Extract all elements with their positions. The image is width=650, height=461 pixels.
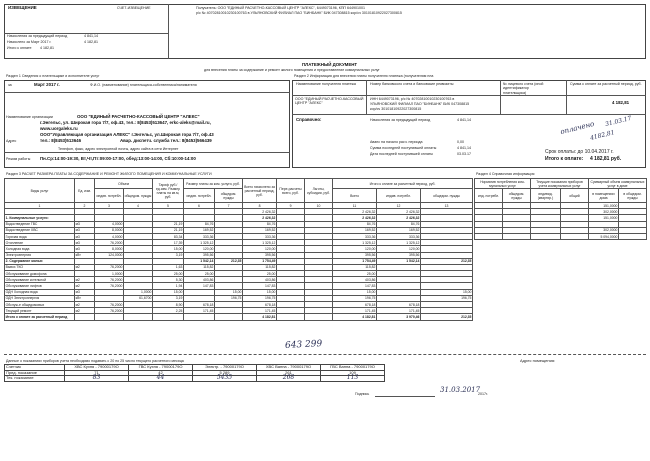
col-number: 5 — [153, 203, 184, 209]
recipient-line-1: Получатель: ООО "ЕДИНЫЙ РАСЧЕТНО-КАССОВЫЙ ЦЕНТР "АЛЕКС", 6449073196, КПП 644901001 — [196, 6, 365, 10]
total-label: Итого к оплате: — [545, 156, 584, 162]
service-name: 1. Коммунальные услуги: — [5, 215, 75, 221]
handwritten-amount: 4182,81 — [589, 129, 616, 142]
section2-vline-1 — [366, 80, 367, 114]
service-name: ОДН Электроэнергия — [5, 295, 75, 301]
table-cell: 84,76 — [333, 221, 377, 227]
ref-h-v-obsh: в общедом. нужды — [619, 189, 647, 203]
address-room-label: Адрес помещения: — [520, 358, 556, 363]
table-cell: 678,18 — [243, 302, 277, 308]
h-obem: Объем — [95, 179, 153, 189]
h-itogo-ind: индив. потребл. — [377, 189, 421, 203]
total-pay-label: Итого к оплате — [7, 46, 32, 50]
table-cell: 1 542,14 — [184, 258, 215, 264]
ref-h-odn: общедом. нужды — [503, 189, 531, 203]
spravochno-label: Справочно: — [296, 117, 322, 122]
bank-line-2: УЛЬЯНОВСКИЙ ФИЛИАЛ ПАО "БИНБАНК" БИК 047308815 — [370, 102, 470, 106]
table-cell: м2 — [75, 264, 95, 270]
meter-prev-3: 5 289 — [193, 370, 257, 376]
col-number: 8 — [243, 203, 277, 209]
document-title: ПЛАТЕЖНЫЙ ДОКУМЕНТ — [302, 62, 358, 67]
table-cell: 147,83 — [243, 283, 277, 289]
table-cell: 212,35 — [421, 314, 473, 320]
table-cell: 76,2000 — [95, 308, 124, 314]
section2-rule-2 — [292, 114, 646, 115]
service-name: 2. Содержание жилья: — [5, 258, 75, 264]
meter-curr-3[interactable]: 5435 — [193, 376, 257, 382]
section3-heading: Раздел 3 РАСЧЕТ РАЗМЕРА ПЛАТЫ ЗА СОДЕРЖАНИЕ И РЕМОНТ ЖИЛОГО ПОМЕЩЕНИЯ И КОММУНАЛЬНЫЕ УСЛУГИ — [6, 172, 212, 176]
table-cell: 302,0000 — [589, 209, 619, 215]
total-value: 4 182,81 руб. — [590, 156, 622, 162]
table-cell: 3,19 — [153, 295, 184, 301]
table-cell: 212,35 — [421, 258, 473, 264]
payer-fio-label: Ф.И.О. (наименование) плательщика-собственника/нанимателя — [90, 83, 197, 87]
table-cell: 169,52 — [243, 227, 277, 233]
ref-h-summarny: Суммарный объем коммунальных услуг в доме — [590, 179, 645, 188]
service-name: ОДН Холодная вода — [5, 289, 75, 295]
org-name-label: Наименование организации — [6, 115, 53, 119]
service-name: Электроэнергия — [5, 252, 75, 258]
dispatch-phone: Авар. диспетч. служба тел.: 8(8453)566439 — [120, 138, 212, 143]
table-cell — [475, 233, 503, 239]
ref-h-normativ: Норматив потребления ком-мунальных услуг — [475, 179, 531, 189]
table-cell: 25,00 — [184, 271, 215, 277]
table-cell: 25,00 — [333, 271, 377, 277]
h-razmer-odn: общедом. нужды — [215, 189, 243, 203]
table-cell: 21,19 — [153, 221, 184, 227]
table-cell: 25,00 — [153, 271, 184, 277]
ref-subheader-row — [475, 189, 647, 203]
table-cell: м3 — [75, 227, 95, 233]
meter-col-5: ГВС Ванна - 79000179О — [321, 365, 385, 371]
service-name: Обслуживание лифтов — [5, 283, 75, 289]
table-cell: 76,2000 — [95, 302, 124, 308]
table-cell: 15,00 — [153, 289, 184, 295]
meter-col-0: Счетчик — [5, 365, 65, 371]
table-cell: 151,0000 — [589, 215, 619, 221]
org-address: г.Энгельс, ул. Широкая гора 7/7, оф.43, тел.: 8(8453)513647, erkc-aleks@mail.ru, — [40, 120, 211, 125]
table-cell — [75, 314, 95, 320]
table-cell: 1 754,49 — [333, 258, 377, 264]
table-cell: м3 — [75, 233, 95, 239]
ref-h-obshch: общий — [561, 189, 589, 203]
table-cell — [305, 314, 333, 320]
section2-heading: Раздел 2 Информация для внесения платы получателю платежа (получателям пла — [294, 74, 434, 78]
ref-header-row — [475, 179, 647, 189]
signature-line — [375, 396, 435, 397]
table-cell: 333,36 — [377, 233, 421, 239]
table-cell: 17,39 — [153, 240, 184, 246]
table-cell: 4,0000 — [95, 221, 124, 227]
table-cell: 115,82 — [243, 264, 277, 270]
table-cell — [503, 233, 531, 239]
table-cell: 76,2000 — [95, 277, 124, 283]
table-cell: 15,00 — [421, 289, 473, 295]
meters-cut-line — [4, 354, 646, 355]
table-cell: 2 426,32 — [243, 215, 277, 221]
period-za-label: за — [8, 83, 12, 87]
service-name: Текущий ремонт — [5, 308, 75, 314]
meter-curr-1[interactable]: 83 — [65, 376, 129, 382]
table-cell: 333,36 — [184, 233, 215, 239]
table-cell: 76,2000 — [95, 240, 124, 246]
service-name: Обслуживание котельной — [5, 277, 75, 283]
table-cell: 395,56 — [333, 252, 377, 258]
ref-h-tekush: Текущие показания приборов учета коммунальных услуг — [531, 179, 589, 189]
service-name: Обслуживание домофона — [5, 271, 75, 277]
handwritten-stamp-number: 643 299 — [284, 339, 323, 351]
meter-curr-row — [5, 376, 385, 382]
table-cell: 3 970,46 — [377, 314, 421, 320]
table-cell: м2 — [75, 308, 95, 314]
bank-line-3: кор/сч 30101810922027300815 — [370, 107, 422, 111]
h-razmer-ind: индив. потребл. — [184, 189, 215, 203]
table-cell: 147,83 — [333, 283, 377, 289]
table-cell: 15,00 — [333, 289, 377, 295]
section2-rule-1 — [292, 95, 646, 96]
meter-prev-2: 42 — [129, 370, 193, 376]
meters-intro: Данные о показаниях приборов учета необходимо подавать с 20 по 25 число текущего расчетного месяца — [6, 359, 184, 363]
s2-prev-value: 4 841,14 — [457, 118, 471, 122]
table-cell: м3 — [75, 221, 95, 227]
col-number: 1 — [5, 203, 75, 209]
table-cell: кВт — [75, 252, 95, 258]
recipient-name: ООО "ЕДИНЫЙ РАСЧЕТНО-КАССОВЫЙ ЦЕНТР "АЛЕКС" — [295, 97, 364, 106]
meter-prev-label: Пред. показание — [5, 370, 65, 376]
table-cell — [124, 314, 153, 320]
s2-avans-label: Аванс на начало расч. периода — [370, 140, 423, 144]
meter-col-3: Электр. - 79000179О — [193, 365, 257, 371]
march-label: Начислено за Март 2017 г. — [7, 40, 52, 44]
h-itogo: Итого к оплате за расчетный период, руб. — [333, 179, 473, 189]
table-cell: 1,0000 — [95, 271, 124, 277]
service-name: Вывоз ТКО — [5, 264, 75, 270]
table-cell: м2 — [75, 277, 95, 283]
h-vsego: Всего начислено за расчетный период, руб. — [243, 179, 277, 203]
section2-sum: 4 182,81 — [612, 100, 630, 105]
table-cell: 2 426,32 — [333, 209, 377, 215]
service-name: Итого к оплате за расчетный период — [5, 314, 75, 320]
s2-last-date-value: 03.03.17 — [457, 152, 471, 156]
handwritten-date: 31.03.17 — [604, 114, 633, 129]
work-hours-label: Режим работы — [6, 157, 31, 161]
document-subtitle: для внесения платы за содержание и ремонт жилого помещения и предоставление коммунальных услуг — [204, 68, 380, 72]
table-cell: 171,45 — [377, 308, 421, 314]
table-cell: 115,82 — [184, 264, 215, 270]
table-cell: 169,52 — [333, 227, 377, 233]
table-cell: 76,2000 — [95, 264, 124, 270]
section1-rule-1 — [4, 92, 290, 93]
s2-prev-label: Начисления за предыдущий период — [370, 118, 431, 122]
table-cell: 120,00 — [333, 246, 377, 252]
table-cell: 4,0000 — [95, 233, 124, 239]
table-cell: 84,76 — [377, 221, 421, 227]
table-cell: 169,52 — [184, 227, 215, 233]
address-label: Адрес — [6, 139, 17, 143]
table-cell: 1 325,12 — [377, 240, 421, 246]
total-pay-value: 4 182,81 — [40, 46, 54, 50]
ref-h-ind: инд. потребл. — [475, 189, 503, 203]
table-cell: 403,86 — [243, 277, 277, 283]
meter-curr-2[interactable]: 44 — [129, 376, 193, 382]
ref-h-v-pom: в помещениях дома — [589, 189, 619, 203]
contacts-note: Телефон, факс, адрес электронной почты, адрес сайта в сети Интернет — [58, 147, 179, 151]
table-cell: 678,18 — [184, 302, 215, 308]
meter-prev-1: 71 — [65, 370, 129, 376]
org-name-value: ООО "ЕДИНЫЙ РАСЧЕТНО-КАССОВЫЙ ЦЕНТР "АЛЕКС" — [77, 114, 200, 119]
table-cell: м3 — [75, 240, 95, 246]
section1-rule-2 — [4, 152, 290, 153]
charges-header-row — [5, 179, 473, 189]
col-sum: Сумма к оплате за расчетный период, руб. — [570, 82, 642, 86]
h-itogo-odn: общедом. нужды — [421, 189, 473, 203]
table-cell — [184, 314, 215, 320]
table-cell: м3 — [75, 289, 95, 295]
table-cell: 196,75 — [421, 295, 473, 301]
service-name: Отопление — [5, 240, 75, 246]
prev-period-label: Начисления за предыдущий период — [7, 34, 68, 38]
table-cell: 171,45 — [184, 308, 215, 314]
s2-last-pay-label: Сумма последней поступившей оплаты — [370, 146, 437, 150]
meter-col-2: ГВС Кухня - 79000179О — [129, 365, 193, 371]
date-suffix: 2017г. — [478, 392, 488, 396]
s2-last-pay-value: 4 841,14 — [457, 146, 471, 150]
table-cell: 403,86 — [333, 277, 377, 283]
table-cell: 196,75 — [243, 295, 277, 301]
period-month: Март 2017 г. — [34, 82, 60, 87]
table-cell: 8,0000 — [95, 227, 124, 233]
handwritten-signature-date: 31.03.2017 — [440, 386, 481, 394]
table-cell: м3 — [75, 246, 95, 252]
table-cell: 15,00 — [243, 289, 277, 295]
due-date: Срок оплаты: до 10.04.2017 г. — [545, 149, 614, 155]
meter-col-4: ХВС Ванна - 79000179О — [257, 365, 321, 371]
table-cell: 15,00 — [215, 289, 243, 295]
service-name: Холодная вода — [5, 246, 75, 252]
table-cell: 678,18 — [377, 302, 421, 308]
service-name: Водоотведение ХВС — [5, 227, 75, 233]
table-cell: 395,56 — [377, 252, 421, 258]
h-obem-odn: общедом. нужды — [124, 189, 153, 203]
table-cell: 115,82 — [333, 264, 377, 270]
s2-last-date-label: Дата последней поступившей оплаты — [370, 152, 433, 156]
table-cell — [277, 314, 305, 320]
table-cell: 1 325,12 — [184, 240, 215, 246]
table-cell: 403,86 — [184, 277, 215, 283]
reference-table — [474, 178, 647, 240]
table-row — [5, 314, 473, 320]
signature-label: Подпись — [355, 392, 370, 396]
table-cell: 171,45 — [333, 308, 377, 314]
s2-avans-value: 0,00 — [457, 140, 464, 144]
col-number: 12 — [377, 203, 421, 209]
table-cell: 120,00 — [243, 246, 277, 252]
table-cell: 2 426,32 — [333, 215, 377, 221]
table-cell: 120,00 — [184, 246, 215, 252]
table-cell: 84,76 — [243, 221, 277, 227]
meter-curr-5[interactable]: 113 — [321, 376, 385, 382]
h-obem-ind: индив. потребл. — [95, 189, 124, 203]
table-cell: 84,76 — [184, 221, 215, 227]
invoice-notice-label: СЧЕТ-ИЗВЕЩЕНИЕ — [117, 6, 151, 10]
table-cell: 1,94 — [153, 283, 184, 289]
meter-col-1: ХВС Кухня - 79000179О — [65, 365, 129, 371]
table-cell: 1 325,12 — [243, 240, 277, 246]
bank-line-1: ИНН 6449073196, р/с № 40702810010230100763 в — [370, 97, 455, 101]
section1-heading: Раздел 1 Сведения о плательщике и исполнителе услуг — [6, 74, 100, 78]
service-name: Горячая вода — [5, 233, 75, 239]
table-cell: 8,0000 — [95, 246, 124, 252]
h-tarif: Тариф руб./ед.изм. Размер платы на кв.м, руб. — [153, 179, 184, 203]
table-cell: 2,25 — [153, 308, 184, 314]
table-cell: 212,35 — [215, 258, 243, 264]
meter-prev-5: 109 — [321, 370, 385, 376]
recipient-line-2: р/с № 40702810010230100763 в УЛЬЯНОВСКИЙ ФИЛИАЛ ПАО "БИНБАНК" БИК 047308815 кор/сч 30101810922027300815 — [196, 11, 402, 15]
table-cell: 196,75 — [333, 295, 377, 301]
work-hours: Пн.Ср:14:00-19:30, Вт,Чт,Пт:09:00-17:00, обед:13:00-14:00, Сб:10:00-14:00 — [40, 156, 196, 161]
table-cell: 147,83 — [184, 283, 215, 289]
meter-readings-table — [4, 364, 385, 382]
table-cell: 333,36 — [243, 233, 277, 239]
table-cell: 1 542,14 — [377, 258, 421, 264]
header-divider — [168, 4, 169, 59]
col-number: 4 — [124, 203, 153, 209]
section4-heading: Раздел 4 Справочная информация — [476, 172, 535, 176]
charges-table — [4, 178, 473, 321]
col-number: 2 — [75, 203, 95, 209]
table-cell: 76,2000 — [95, 283, 124, 289]
table-cell: м2 — [75, 283, 95, 289]
col-number: 13 — [421, 203, 473, 209]
table-row — [475, 233, 647, 239]
col-number: 10 — [305, 203, 333, 209]
march-value: 4 182,81 — [84, 40, 98, 44]
col-recipient: Наименование получателя платежа — [296, 82, 356, 86]
table-cell: 15,00 — [153, 246, 184, 252]
table-cell: 171,45 — [243, 308, 277, 314]
table-cell: 25,00 — [243, 271, 277, 277]
h-itogo-vsego: Всего — [333, 189, 377, 203]
col-number: 6 — [184, 203, 215, 209]
h-razmer: Размер платы за ком. услуги, руб. — [184, 179, 243, 189]
table-cell: 124,0000 — [95, 252, 124, 258]
service-name: Обслуж-е общедомовых — [5, 302, 75, 308]
table-cell: 5,30 — [153, 277, 184, 283]
notice-label: ИЗВЕЩЕНИЕ — [8, 5, 37, 10]
table-cell — [95, 314, 124, 320]
table-cell — [619, 233, 647, 239]
col-number: 11 — [333, 203, 377, 209]
table-cell — [153, 314, 184, 320]
table-cell: м2 — [75, 302, 95, 308]
section2-vline-2 — [500, 80, 501, 114]
table-cell: 83,34 — [153, 233, 184, 239]
table-cell: 1 325,12 — [333, 240, 377, 246]
handwritten-paid-note: оплачено — [559, 119, 596, 137]
col-number: 3 — [95, 203, 124, 209]
table-cell: 5 094,0000 — [589, 233, 619, 239]
table-cell: 395,56 — [184, 252, 215, 258]
meter-curr-label: Тек. показание — [5, 376, 65, 382]
table-cell — [561, 233, 589, 239]
table-cell: 2 426,32 — [377, 215, 421, 221]
col-number: 7 — [215, 203, 243, 209]
h-vid: Виды услуг — [5, 179, 75, 203]
table-cell: 678,18 — [333, 302, 377, 308]
h-pererasch: Пере-расчеты всего, руб. — [277, 179, 305, 203]
table-cell: 21,19 — [153, 227, 184, 233]
prev-period-value: 4 841,14 — [84, 34, 98, 38]
table-cell: 395,56 — [243, 252, 277, 258]
col-bank: Номер банковского счета и банковские реквизиты — [370, 82, 454, 86]
org-phone: тел.: 8(8453)513646 — [40, 138, 82, 143]
col-number: 9 — [277, 203, 305, 209]
h-lgoty: Льготы, субсидии, руб. — [305, 179, 333, 203]
table-cell: 302,0000 — [589, 227, 619, 233]
table-cell — [531, 233, 561, 239]
table-cell: 3,19 — [153, 252, 184, 258]
table-cell: 120,00 — [377, 246, 421, 252]
h-ed: Ед. изм. — [75, 179, 95, 203]
table-cell: 4 182,81 — [333, 314, 377, 320]
org-site: www.uorgaleks.ru — [40, 126, 78, 131]
table-cell: 2 426,32 — [377, 209, 421, 215]
table-cell: 169,52 — [377, 227, 421, 233]
table-cell: 1 754,49 — [243, 258, 277, 264]
meter-curr-4[interactable]: 268 — [257, 376, 321, 382]
table-cell: 8,90 — [153, 302, 184, 308]
table-cell: 4 182,81 — [243, 314, 277, 320]
col-account: № лицевого счета (иной идентификатор плательщика) — [503, 82, 544, 95]
org2-name: ООО"Управляющая организация АЛЕКС" г.Энгельс, ул.Широкая гора 7/7, оф.43 — [40, 132, 214, 137]
meter-prev-4: 261 — [257, 370, 321, 376]
table-cell: 151,0000 — [589, 203, 619, 209]
ref-h-ind-kv: индивид. (квартир.) — [531, 189, 561, 203]
table-cell: 333,36 — [333, 233, 377, 239]
table-cell: 2 426,32 — [243, 209, 277, 215]
table-cell: 1,63 — [153, 264, 184, 270]
table-cell: 1,0000 — [124, 289, 153, 295]
section2-vline-3 — [566, 80, 567, 114]
table-cell: 61,6700 — [124, 295, 153, 301]
table-cell — [215, 314, 243, 320]
table-cell: 196,75 — [215, 295, 243, 301]
table-cell: кВт — [75, 295, 95, 301]
service-name: Водоотведение ГВС — [5, 221, 75, 227]
